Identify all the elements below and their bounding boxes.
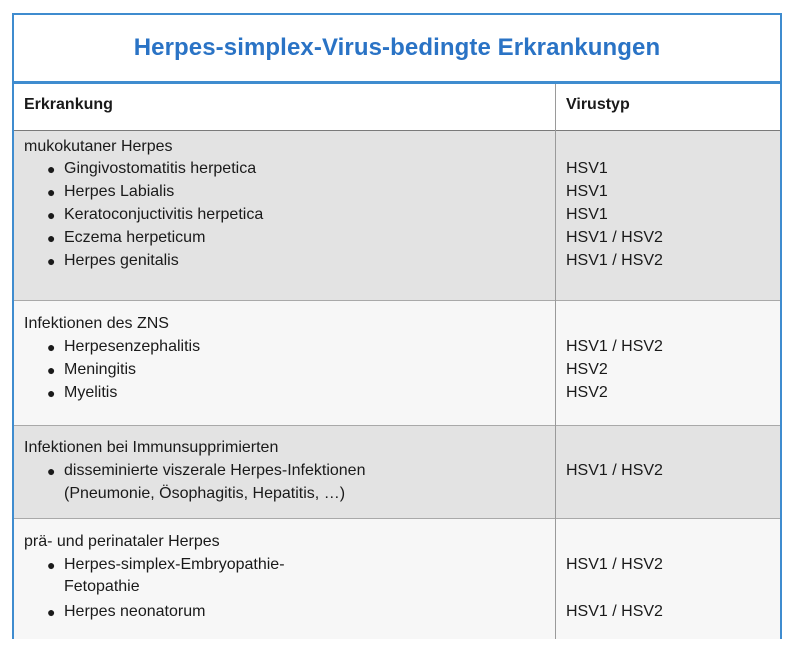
bullet-icon: ● (47, 161, 56, 177)
bullet-icon: ● (47, 207, 56, 223)
bullet-icon: ● (47, 253, 56, 269)
header-virustyp: Virustyp (566, 96, 630, 113)
virus-type: HSV2 (566, 384, 608, 401)
virus-type: HSV2 (566, 361, 608, 378)
table-frame (12, 13, 782, 639)
bullet-icon: ● (47, 184, 56, 200)
disease-name: Myelitis (64, 384, 118, 401)
section-immunsupprimierte (14, 426, 780, 519)
disease-name: disseminierte viszerale Herpes-Infektionen (64, 462, 366, 479)
bullet-icon: ● (47, 230, 56, 246)
bullet-icon: ● (47, 557, 56, 573)
bullet-icon: ● (47, 604, 56, 620)
disease-name: Herpes-simplex-Embryopathie- (64, 556, 285, 573)
header-erkrankung: Erkrankung (24, 96, 113, 113)
table-title: Herpes-simplex-Virus-bedingte Erkrankungen (133, 34, 661, 61)
disease-name-continued: (Pneumonie, Ösophagitis, Hepatitis, …) (64, 485, 346, 502)
section-perinataler-herpes (14, 519, 780, 639)
category-label: prä- und perinataler Herpes (24, 533, 220, 550)
virus-type: HSV1 / HSV2 (566, 338, 663, 355)
disease-name: Herpes neonatorum (64, 603, 206, 620)
virus-type: HSV1 (566, 160, 608, 177)
category-label: mukokutaner Herpes (24, 138, 173, 155)
disease-name: Gingivostomatitis herpetica (64, 160, 257, 177)
disease-name-continued: Fetopathie (64, 578, 140, 595)
disease-name: Herpes genitalis (64, 252, 179, 269)
disease-name: Eczema herpeticum (64, 229, 206, 246)
section-mukokutaner-herpes (14, 131, 780, 301)
virus-type: HSV1 (566, 183, 608, 200)
virus-type: HSV1 / HSV2 (566, 252, 663, 269)
virus-type: HSV1 / HSV2 (566, 603, 663, 620)
column-divider (555, 84, 556, 639)
category-label: Infektionen bei Immunsupprimierten (24, 439, 279, 456)
virus-type: HSV1 (566, 206, 608, 223)
disease-name: Meningitis (64, 361, 137, 378)
bullet-icon: ● (47, 362, 56, 378)
category-label: Infektionen des ZNS (24, 315, 169, 332)
bullet-icon: ● (47, 385, 56, 401)
disease-name: Herpesenzephalitis (64, 338, 201, 355)
bullet-icon: ● (47, 339, 56, 355)
virus-type: HSV1 / HSV2 (566, 556, 663, 573)
disease-name: Keratoconjuctivitis herpetica (64, 206, 264, 223)
virus-type: HSV1 / HSV2 (566, 229, 663, 246)
virus-type: HSV1 / HSV2 (566, 462, 663, 479)
section-infektionen-zns (14, 301, 780, 426)
bullet-icon: ● (47, 463, 56, 479)
disease-name: Herpes Labialis (64, 183, 175, 200)
table-header (14, 84, 780, 130)
